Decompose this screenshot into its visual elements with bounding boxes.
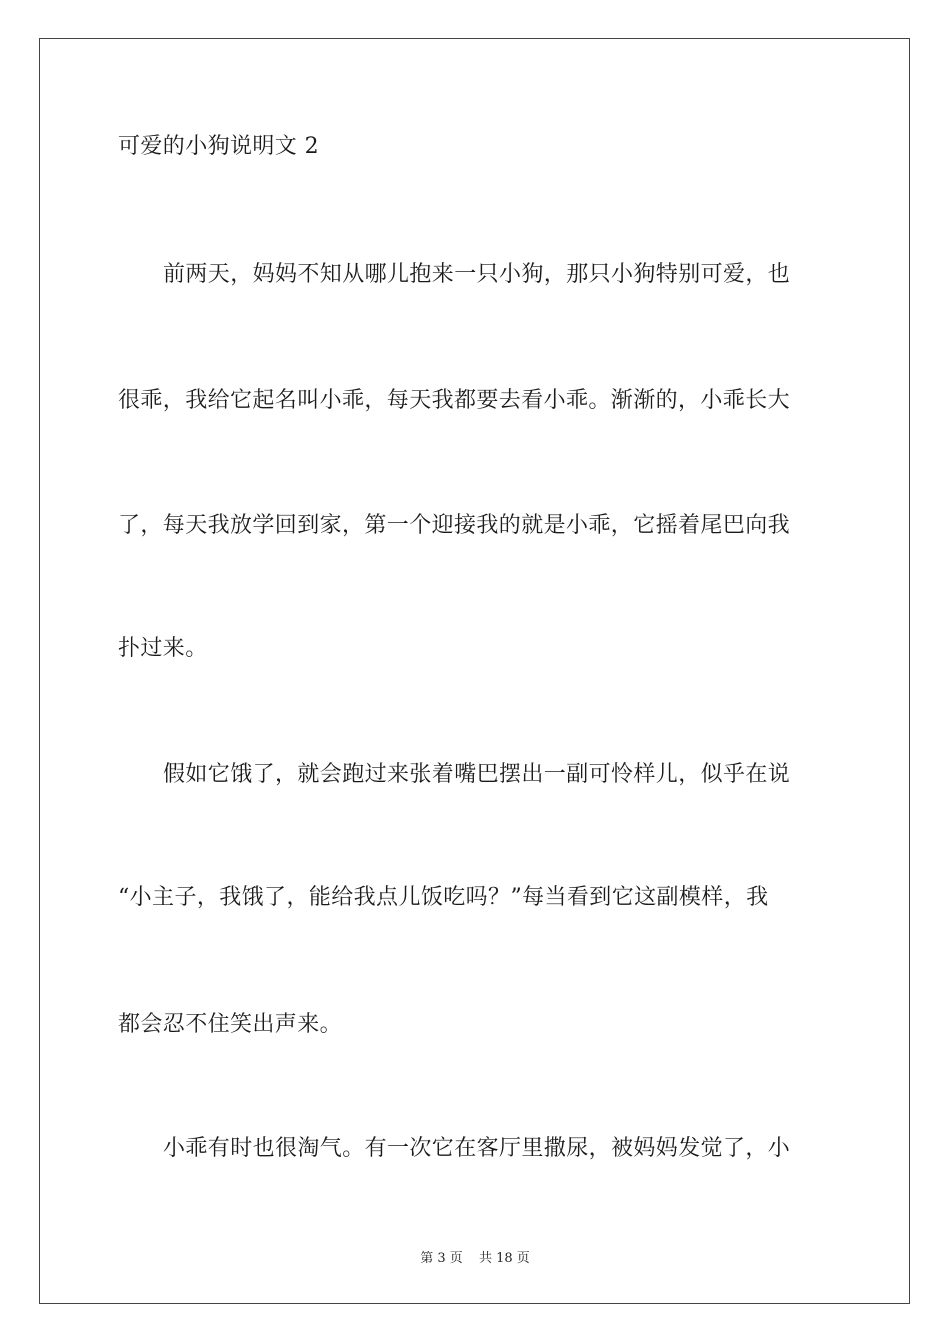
- page-number: 第 3 页: [420, 1251, 463, 1266]
- page-border: [39, 38, 910, 1304]
- paragraph-2-line-2: “小主子，我饿了，能给我点儿饭吃吗？”每当看到它这副模样，我: [118, 885, 769, 910]
- document-title: 可爱的小狗说明文 2: [118, 134, 319, 159]
- paragraph-3-line-1: 小乖有时也很淘气。有一次它在客厅里撒尿，被妈妈发觉了，小: [163, 1136, 791, 1161]
- paragraph-2-line-3: 都会忍不住笑出声来。: [118, 1012, 343, 1037]
- paragraph-2-line-1: 假如它饿了，就会跑过来张着嘴巴摆出一副可怜样儿，似乎在说: [163, 762, 791, 787]
- page-footer: [0, 1247, 950, 1266]
- paragraph-1-line-4: 扑过来。: [118, 636, 208, 661]
- paragraph-1-line-2: 很乖，我给它起名叫小乖，每天我都要去看小乖。渐渐的，小乖长大: [118, 388, 791, 413]
- page-total: 共 18 页: [478, 1251, 530, 1266]
- paragraph-1-line-3: 了，每天我放学回到家，第一个迎接我的就是小乖，它摇着尾巴向我: [118, 513, 791, 538]
- paragraph-1-line-1: 前两天，妈妈不知从哪儿抱来一只小狗，那只小狗特别可爱，也: [163, 262, 791, 287]
